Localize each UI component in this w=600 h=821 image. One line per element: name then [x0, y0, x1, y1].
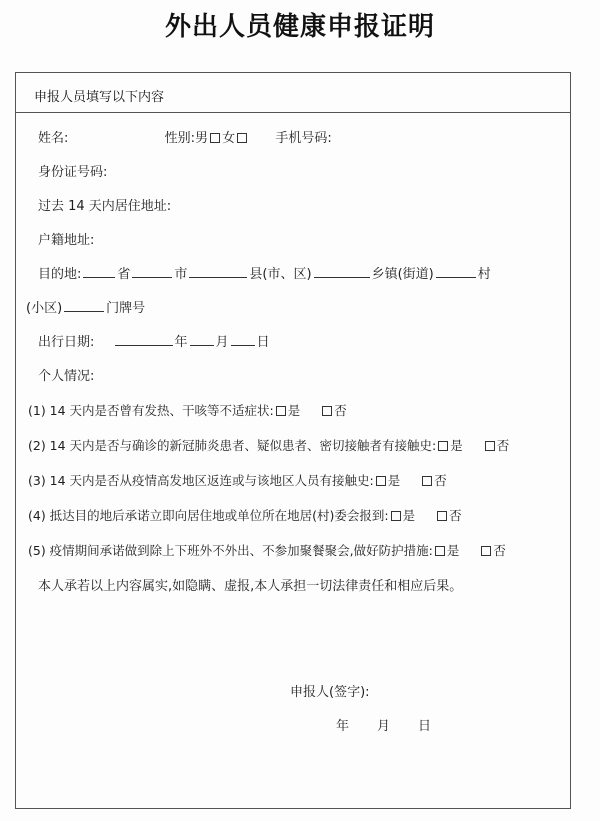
question-4 — [28, 506, 462, 524]
question-4-text: (4) 抵达目的地后承诺立即向居住地或单位所在地居(村)委会报到: — [28, 508, 389, 523]
signature-label: 申报人(签字): — [290, 685, 370, 700]
town-label: 乡镇(街道) — [371, 267, 434, 282]
row-name — [38, 127, 332, 146]
county-label: 县(市、区) — [249, 267, 312, 282]
name-label: 姓名: — [38, 131, 69, 146]
female-checkbox[interactable] — [237, 133, 247, 143]
q1-yes-checkbox[interactable] — [276, 406, 286, 416]
phone-label: 手机号码: — [275, 131, 332, 146]
travel-month-label: 月 — [215, 335, 229, 350]
id-number-label: 身份证号码: — [38, 165, 108, 180]
door-label: 门牌号 — [106, 301, 146, 316]
q3-no-checkbox[interactable] — [422, 476, 432, 486]
q3-yes-label: 是 — [387, 473, 401, 488]
male-checkbox[interactable] — [210, 133, 220, 143]
village-blank[interactable] — [436, 265, 476, 278]
travel-date-label: 出行日期: — [38, 335, 95, 350]
q2-yes-checkbox[interactable] — [438, 441, 448, 451]
header-text: 申报人员填写以下内容 — [34, 90, 165, 105]
address-14-label: 过去 14 天内居住地址: — [38, 199, 172, 214]
q4-no-label: 否 — [449, 508, 462, 523]
sign-year-label: 年 — [336, 719, 350, 734]
village-label: 村 — [477, 267, 491, 282]
sign-day-label: 日 — [418, 719, 432, 734]
q3-yes-checkbox[interactable] — [376, 476, 386, 486]
question-5-text: (5) 疫情期间承诺做到除上下班外不外出、不参加聚餐聚会,做好防护措施: — [28, 543, 433, 558]
city-label: 市 — [174, 267, 188, 282]
q5-yes-checkbox[interactable] — [435, 546, 445, 556]
q2-yes-label: 是 — [450, 438, 463, 453]
question-5 — [28, 541, 506, 559]
travel-year-label: 年 — [174, 335, 188, 350]
row-destination — [38, 263, 568, 282]
question-2-text: (2) 14 天内是否与确诊的新冠肺炎患者、疑似患者、密切接触者有接触史: — [28, 438, 437, 453]
pledge-text: 本人承若以上内容属实,如隐瞒、虚报,本人承担一切法律责任和相应后果。 — [38, 579, 463, 594]
province-label: 省 — [117, 267, 131, 282]
row-travel-date — [38, 331, 270, 350]
sign-date — [336, 715, 431, 734]
form-header — [16, 73, 570, 113]
row-community — [26, 297, 145, 316]
q3-no-label: 否 — [434, 473, 447, 488]
city-blank[interactable] — [132, 265, 172, 278]
travel-year-blank[interactable] — [115, 333, 173, 346]
q1-no-checkbox[interactable] — [322, 406, 332, 416]
q2-no-label: 否 — [496, 438, 510, 453]
question-1 — [28, 401, 347, 419]
question-2 — [28, 436, 509, 454]
q5-no-label: 否 — [493, 543, 506, 558]
q5-no-checkbox[interactable] — [481, 546, 491, 556]
county-blank[interactable] — [189, 265, 247, 278]
q1-no-label: 否 — [334, 403, 347, 418]
question-3-text: (3) 14 天内是否从疫情高发地区返连或与该地区人员有接触史: — [28, 473, 374, 488]
female-label: 女 — [222, 131, 236, 146]
form-title: 外出人员健康申报证明 — [164, 12, 435, 42]
town-blank[interactable] — [314, 265, 370, 278]
destination-label: 目的地: — [38, 267, 82, 282]
travel-month-blank[interactable] — [190, 333, 214, 346]
q1-yes-label: 是 — [287, 403, 301, 418]
community-label: (小区) — [26, 301, 63, 316]
household-label: 户籍地址: — [38, 233, 95, 248]
province-blank[interactable] — [83, 265, 115, 278]
question-1-text: (1) 14 天内是否曾有发热、干咳等不适症状: — [28, 403, 274, 418]
door-blank[interactable] — [64, 299, 104, 312]
q4-no-checkbox[interactable] — [437, 511, 447, 521]
personal-label: 个人情况: — [38, 369, 95, 384]
sign-month-label: 月 — [377, 719, 391, 734]
q2-no-checkbox[interactable] — [485, 441, 495, 451]
question-3 — [28, 471, 447, 489]
travel-day-label: 日 — [256, 335, 270, 350]
q4-yes-label: 是 — [402, 508, 416, 523]
form-frame — [15, 72, 571, 809]
travel-day-blank[interactable] — [231, 333, 255, 346]
q5-yes-label: 是 — [446, 543, 460, 558]
gender-label: 性别:男 — [164, 131, 209, 146]
q4-yes-checkbox[interactable] — [391, 511, 401, 521]
